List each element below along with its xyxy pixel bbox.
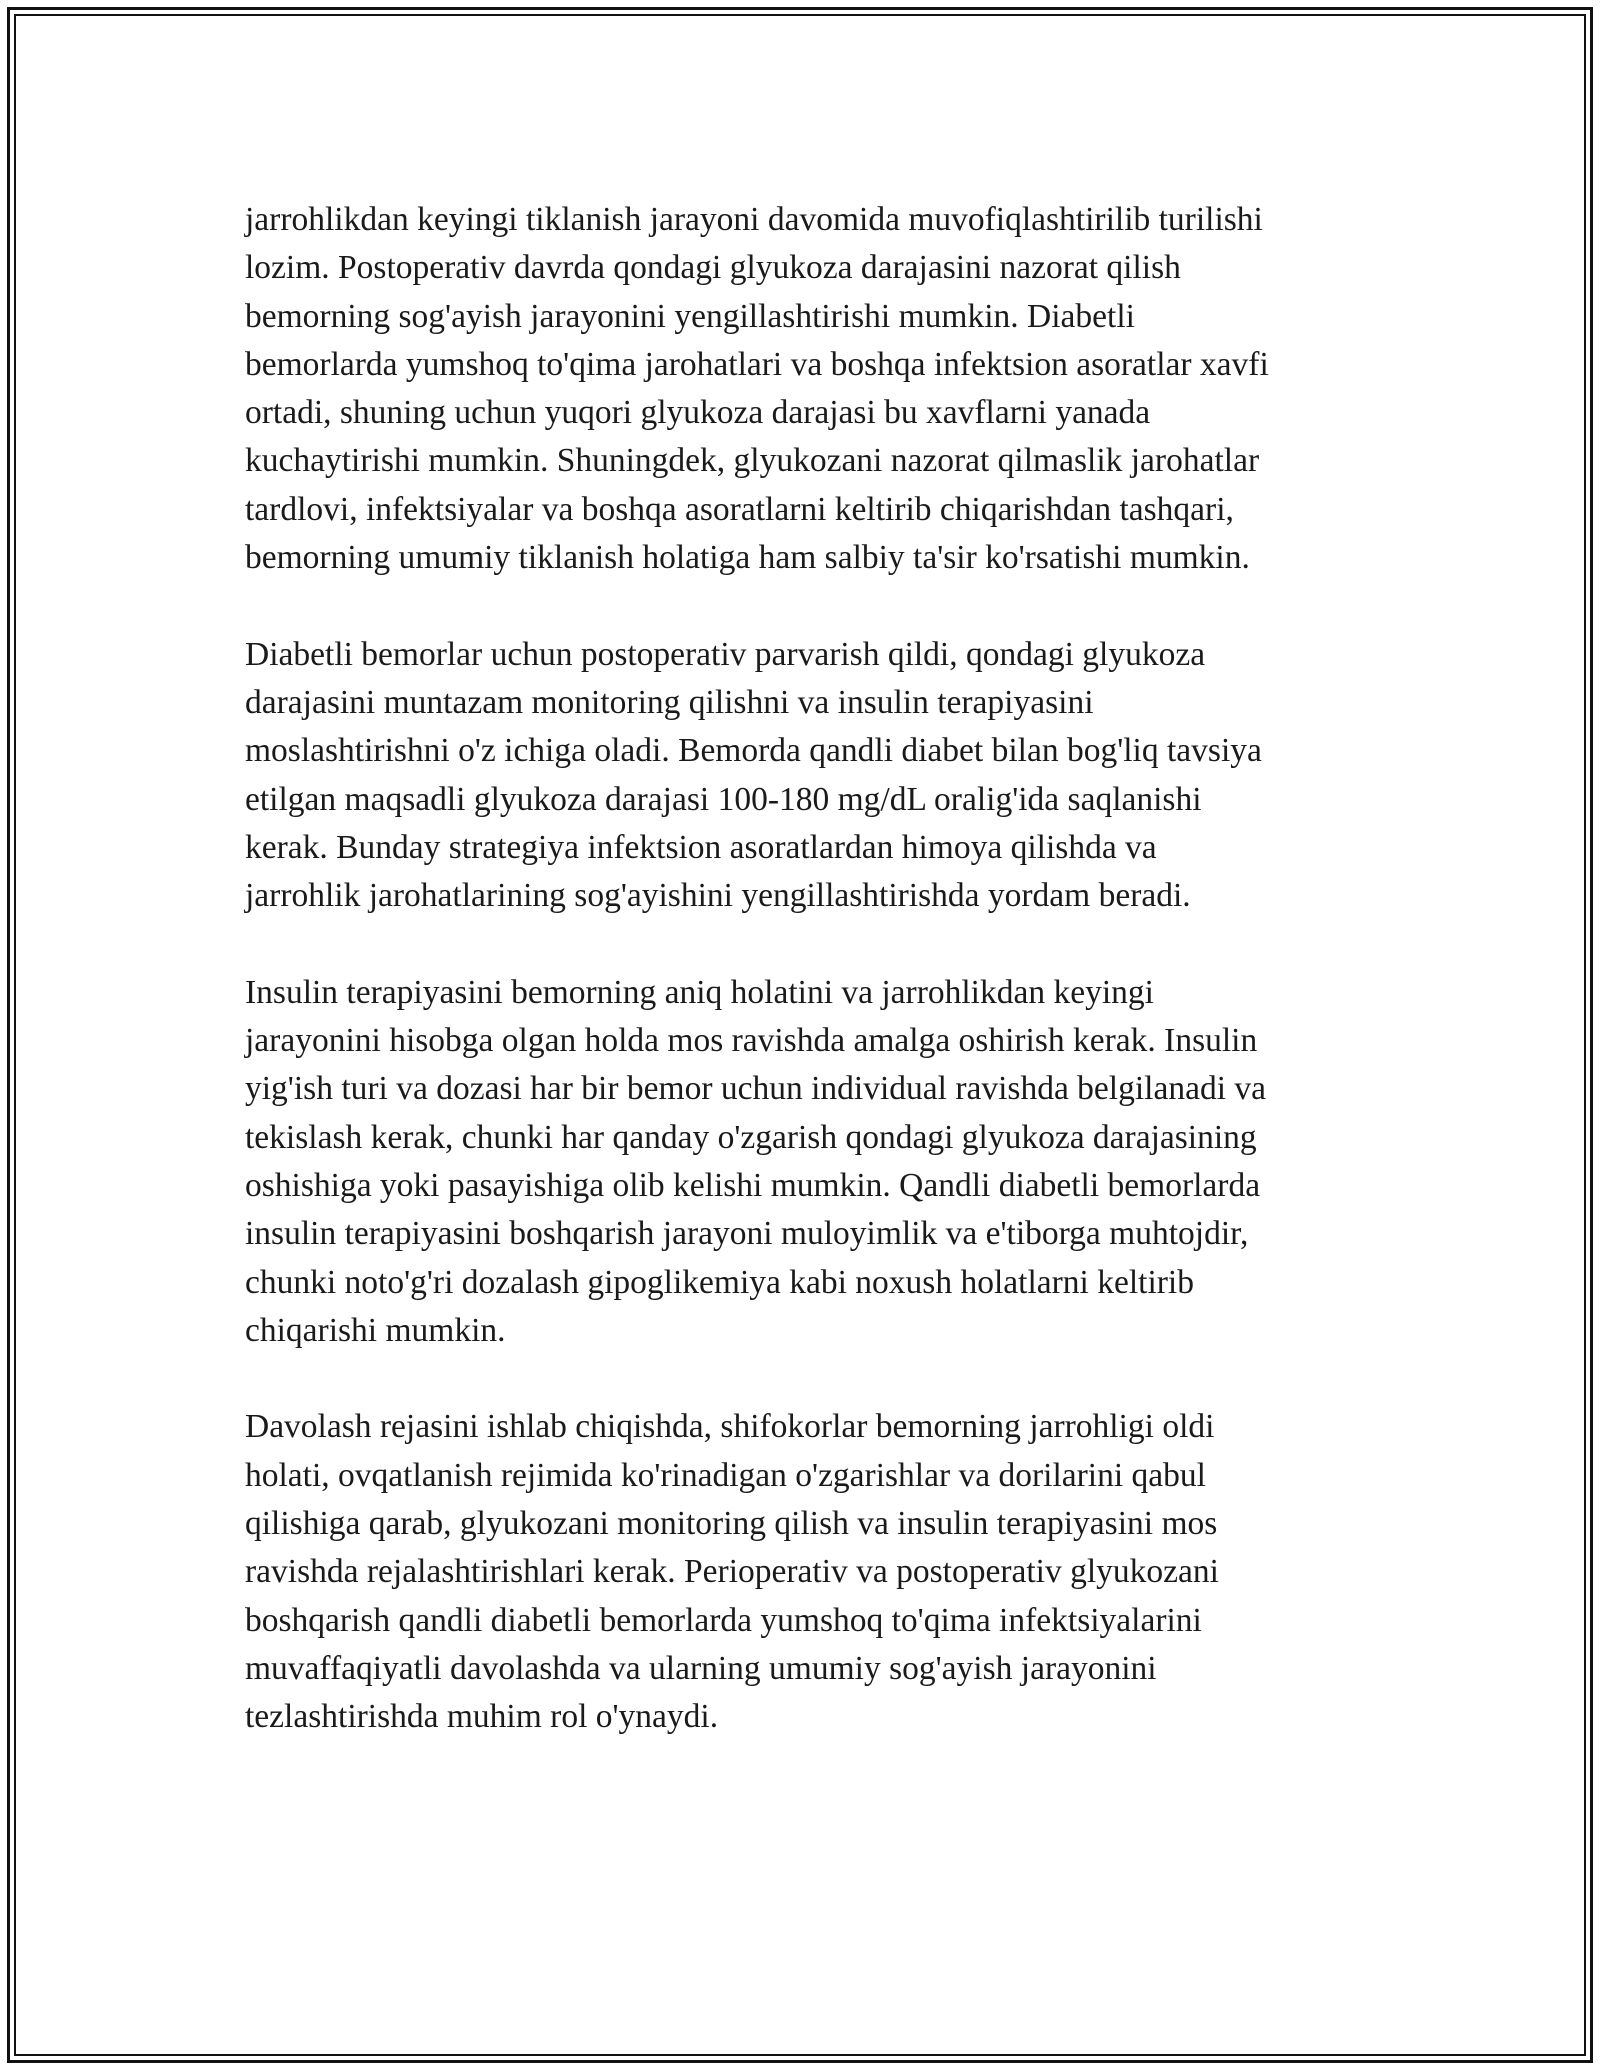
paragraph-2: Diabetli bemorlar uchun postoperativ parvarish qildi, qondagi glyukoza darajasini muntazam monitoring qilishni va insulin terapiyasini moslashtirishni o'z ichiga oladi. Bemorda qandli diabet bilan bog'liq tavsiya etilgan maqsadli glyukoza darajasi 100-180 mg/dL oralig'ida saqlanishi kerak. Bunday strategiya infektsion asoratlardan himoya qilishda va jarrohlik jarohatlarining sog'ayishini yengillashtirishda yordam beradi. [245, 635, 1262, 915]
paragraph-1: jarrohlikdan keyingi tiklanish jarayoni davomida muvofiqlashtirilib turilishi lozim. Postoperativ davrda qondagi glyukoza darajasini nazorat qilish bemorning sog'ayish jarayonini yengillashtirishi mumkin. Diabetli bemorlarda yumshoq to'qima jarohatlari va boshqa infektsion asoratlar xavfi ortadi, shuning uchun yuqori glyukoza darajasi bu xavflarni yanada kuchaytirishi mumkin. Shuningdek, glyukozani nazorat qilmaslik jarohatlar tardlovi, infektsiyalar va boshqa asoratlarni keltirib chiqarishdan tashqari, bemorning umumiy tiklanish holatiga ham salbiy ta'sir ko'rsatishi mumkin. [245, 201, 1269, 577]
paragraph-4: Davolash rejasini ishlab chiqishda, shifokorlar bemorning jarrohligi oldi holati, ovqatlanish rejimida ko'rinadigan o'zgarishlar va dorilarini qabul qilishiga qarab, glyukozani monitoring qilish va insulin terapiyasini mos ravishda rejalashtirishlari kerak. Perioperativ va postoperativ glyukozani boshqarish qandli diabetli bemorlarda yumshoq to'qima infektsiyalarini muvaffaqiyatli davolashda va ularning umumiy sog'ayish jarayonini tezlashtirishda muhim rol o'ynaydi. [245, 1408, 1219, 1736]
page-frame [7, 7, 1593, 2063]
paragraph-3: Insulin terapiyasini bemorning aniq holatini va jarrohlikdan keyingi jarayonini hisobga olgan holda mos ravishda amalga oshirish kerak. Insulin yig'ish turi va dozasi har bir bemor uchun individual ravishda belgilanadi va tekislash kerak, chunki har qanday o'zgarish qondagi glyukoza darajasining oshishiga yoki pasayishiga olib kelishi mumkin. Qandli diabetli bemorlarda insulin terapiyasini boshqarish jarayoni muloyimlik va e'tiborga muhtojdir, chunki noto'g'ri dozalash gipoglikemiya kabi noxush holatlarni keltirib chiqarishi mumkin. [245, 973, 1267, 1349]
document-body [245, 196, 1385, 1790]
